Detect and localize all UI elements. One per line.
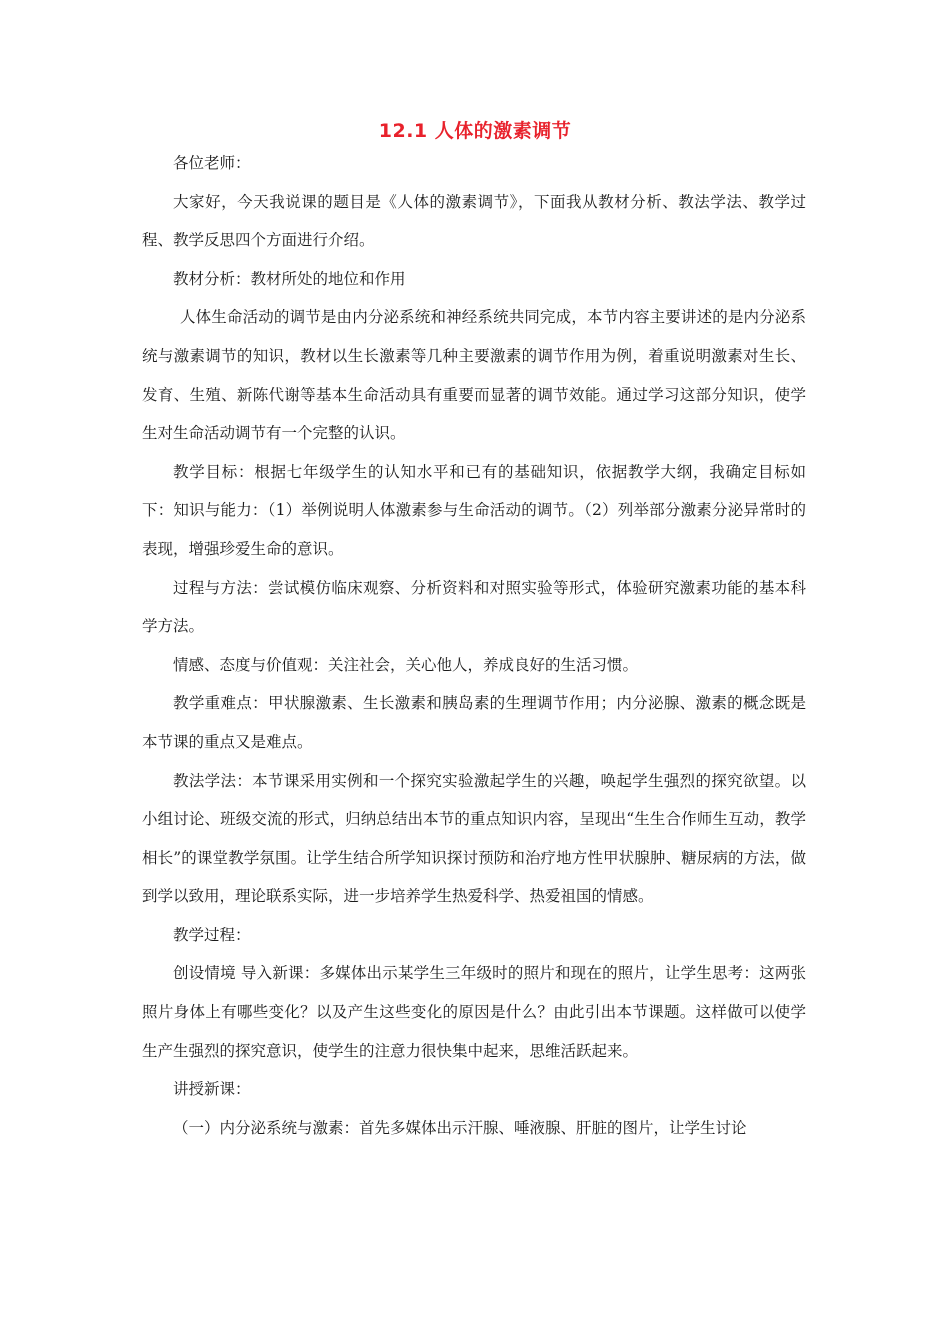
paragraph: 各位老师： [173, 154, 251, 172]
paragraph: 过程与方法：尝试模仿临床观察、分析资料和对照实验等形式，体验研究激素功能的基本科学方法。 [142, 578, 806, 636]
paragraph: 讲授新课： [173, 1080, 251, 1099]
paragraph: 教学重难点：甲状腺激素、生长激素和胰岛素的生理调节作用；内分泌腺、激素的概念既是本节课的重点又是难点。 [142, 694, 806, 751]
paragraph: 教学目标：根据七年级学生的认知水平和已有的基础知识，依据教学大纲，我确定目标如下：知识与能力：（1）举例说明人体激素参与生命活动的调节。（2）列举部分激素分泌异常时的表现，增强珍爱生命的意识。 [142, 462, 806, 558]
paragraph: 情感、态度与价值观：关注社会，关心他人，养成良好的生活习惯。 [173, 655, 639, 674]
paragraph: 创设情境 导入新课：多媒体出示某学生三年级时的照片和现在的照片，让学生思考：这两张照片身体上有哪些变化？以及产生这些变化的原因是什么？由此引出本节课题。这样做可以使学生产生强烈的探究意识，使学生的注意力很快集中起来，思维活跃起来。 [142, 964, 806, 1060]
page-title: 12.1 人体的激素调节 [378, 120, 572, 142]
paragraph: 人体生命活动的调节是由内分泌系统和神经系统共同完成，本节内容主要讲述的是内分泌系统与激素调节的知识，教材以生长激素等几种主要激素的调节作用为例，着重说明激素对生长、发育、生殖、新陈代谢等基本生命活动具有重要而显著的调节效能。通过学习这部分知识，使学生对生命活动调节有一个完整的认识。 [142, 308, 806, 443]
paragraph: 教材分析：教材所处的地位和作用 [173, 269, 406, 288]
paragraph: 教学过程： [173, 925, 251, 944]
paragraph: （一）内分泌系统与激素：首先多媒体出示汗腺、唾液腺、肝脏的图片，让学生讨论 [173, 1118, 747, 1137]
paragraph: 教法学法：本节课采用实例和一个探究实验激起学生的兴趣，唤起学生强烈的探究欲望。以小组讨论、班级交流的形式，归纳总结出本节的重点知识内容，呈现出“生生合作师生互动，教学相长”的课堂教学氛围。让学生结合所学知识探讨预防和治疗地方性甲状腺肿、糖尿病的方法，做到学以致用，理论联系实际，进一步培养学生热爱科学、热爱祖国的情感。 [142, 771, 806, 906]
paragraph: 大家好，今天我说课的题目是《人体的激素调节》，下面我从教材分析、教法学法、教学过程、教学反思四个方面进行介绍。 [142, 192, 806, 250]
document-body [142, 144, 806, 1147]
